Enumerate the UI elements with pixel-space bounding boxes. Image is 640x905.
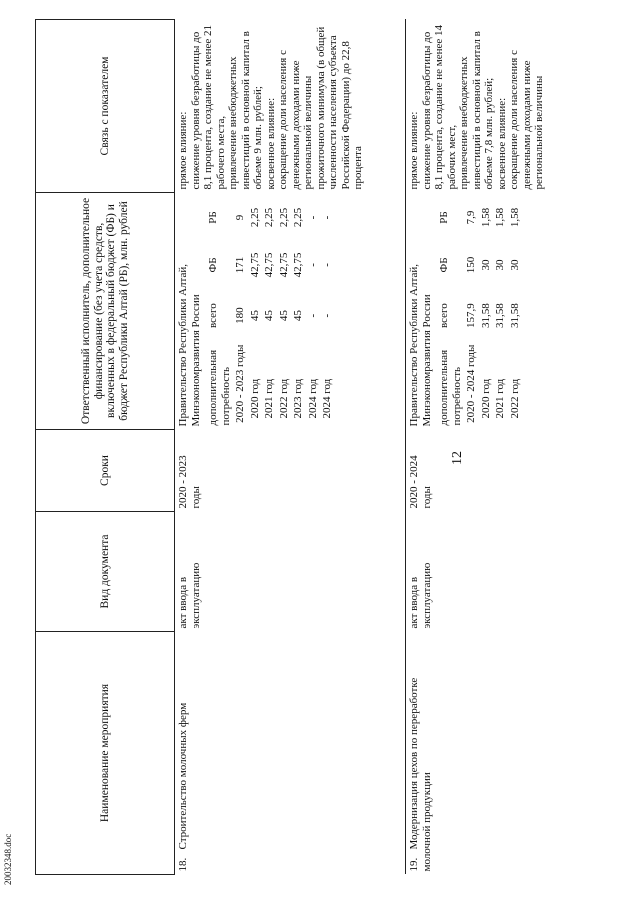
link-line: сокращение доли населения с денежными доходами ниже региональной величины прожиточного минимума (в общей численности населения субъекта Российской Федерации) до 22,8 процента	[277, 26, 364, 190]
fin-total: 45	[292, 310, 304, 322]
financing-row	[262, 196, 277, 427]
fin-total: 180	[234, 307, 246, 324]
table-header-row	[36, 20, 175, 875]
fin-total: -	[306, 313, 319, 318]
fin-rb: 2,25	[292, 207, 304, 228]
row-executor: Правительство Республики Алтай, Минэкономразвития России	[177, 264, 202, 427]
row-executor: Правительство Республики Алтай, Минэкономразвития России	[408, 264, 433, 427]
link-line: снижение уровня безработицы до 8,1 процента, создание не менее 21 рабочего места,	[189, 24, 227, 190]
financing-header	[206, 196, 233, 427]
fin-period: 2020 - 2023 годы	[234, 344, 246, 423]
link-line: косвенное влияние:	[264, 97, 277, 190]
financing-row	[306, 196, 321, 427]
header-link: Связь с показателем	[36, 20, 175, 193]
fin-header-rb: РБ	[438, 211, 450, 224]
fin-period: 2022 год	[277, 378, 290, 419]
row-name: Модернизация цехов по переработке молочной продукции	[408, 677, 433, 872]
financing-row	[479, 196, 494, 427]
header-terms: Сроки	[36, 430, 175, 512]
fin-header-total: всего	[207, 303, 219, 329]
fin-fb: 150	[465, 256, 477, 274]
fin-rb: 2,25	[263, 207, 275, 228]
fin-fb: 30	[494, 259, 506, 271]
row-number: 18.	[177, 857, 189, 872]
header-doc-type: Вид документа	[36, 512, 175, 632]
fin-total: 31,58	[479, 303, 492, 328]
financing-table	[206, 196, 335, 427]
fin-fb: 42,75	[292, 252, 304, 278]
fin-fb: 42,75	[248, 252, 261, 278]
link-line: сокращение доли населения с денежными доходами ниже региональной величины	[508, 50, 545, 190]
link-line: косвенное влияние:	[495, 97, 508, 190]
fin-fb: 42,75	[263, 252, 275, 278]
financing-row	[320, 196, 335, 427]
fin-header-fb: ФБ	[438, 257, 450, 273]
table-row	[406, 20, 639, 875]
fin-header-need: дополнительная потребность	[438, 349, 463, 426]
fin-total: 45	[263, 310, 275, 322]
financing-row	[493, 196, 508, 427]
fin-period: 2020 - 2024 годы	[465, 344, 477, 423]
row-name: Строительство молочных ферм	[177, 702, 189, 850]
link-line: привлечение внебюджетных инвестиций в основной капитал в объеме 7,8 млн. рублей;	[458, 31, 495, 190]
fin-header-fb: ФБ	[207, 257, 219, 273]
fin-total: 31,58	[494, 303, 506, 328]
link-line: привлечение внебюджетных инвестиций в основной капитал в объеме 9 млн. рублей;	[227, 31, 264, 190]
fin-period: 2020 год	[248, 378, 261, 419]
table-row	[175, 20, 406, 875]
row-doc-type: акт ввода в эксплуатацию	[406, 512, 639, 632]
row-terms: 2020 - 2024 годы	[406, 430, 639, 512]
fin-header-need: дополнительная потребность	[207, 349, 232, 426]
fin-rb: 9	[234, 214, 246, 221]
financing-row	[233, 196, 248, 427]
fin-rb: 1,58	[508, 207, 521, 228]
fin-rb: 7,9	[465, 210, 477, 225]
fin-period: 2021 год	[263, 378, 275, 419]
financing-row	[291, 196, 306, 427]
fin-period: 2022 год	[508, 378, 521, 419]
fin-header-rb: РБ	[207, 211, 219, 224]
fin-rb: 2,25	[277, 207, 290, 228]
fin-fb: 30	[479, 259, 492, 271]
fin-total: -	[321, 313, 333, 318]
financing-row	[277, 196, 292, 427]
fin-rb: -	[306, 215, 319, 220]
row-executor-cell	[175, 193, 406, 430]
fin-total: 157,9	[465, 303, 477, 328]
fin-total: 45	[277, 310, 290, 322]
fin-total: 31,58	[508, 303, 521, 328]
header-name: Наименование мероприятия	[36, 632, 175, 875]
financing-row	[464, 196, 479, 427]
fin-rb: -	[321, 215, 333, 220]
row-doc-type: акт ввода в эксплуатацию	[177, 562, 202, 629]
fin-period: 2024 год	[306, 378, 319, 419]
row-link-cell	[406, 20, 639, 193]
financing-header	[437, 196, 464, 427]
link-line: прямое влияние:	[408, 111, 420, 190]
fin-period: 2021 год	[494, 378, 506, 419]
financing-table	[437, 196, 522, 427]
financing-row	[248, 196, 263, 427]
page-number: 12	[450, 451, 465, 465]
fin-rb: 1,58	[479, 207, 492, 228]
link-line: снижение уровня безработицы до 8,1 процента, создание не менее 14 рабочих мест,	[420, 24, 458, 190]
fin-period: 2024 год	[321, 378, 333, 419]
fin-period: 2023 год	[292, 378, 304, 419]
row-number: 19.	[408, 857, 420, 872]
fin-rb: 1,58	[494, 207, 506, 228]
fin-fb: -	[321, 263, 333, 267]
fin-fb: 42,75	[277, 252, 290, 278]
row-terms: 2020 - 2023 годы	[177, 455, 202, 509]
fin-rb: 2,25	[248, 207, 261, 228]
measures-table	[35, 19, 638, 875]
link-line: прямое влияние:	[177, 111, 189, 190]
row-name-cell	[175, 632, 406, 875]
fin-fb: -	[306, 263, 319, 267]
header-executor: Ответственный исполнитель, дополнительное финансирование (без учета средств, включенных в федеральный бюджет (ФБ) и бюджет Республики Алтай (РБ), млн. рублей	[36, 193, 175, 430]
fin-fb: 30	[508, 259, 521, 271]
fin-period: 2020 год	[479, 378, 492, 419]
document-id: 20032348.doc	[3, 833, 13, 885]
fin-fb: 171	[234, 256, 246, 274]
fin-header-total: всего	[438, 303, 450, 329]
financing-row	[508, 196, 523, 427]
row-link-cell	[175, 20, 406, 193]
row-executor-cell	[406, 193, 639, 430]
fin-total: 45	[248, 310, 261, 322]
row-name-cell	[406, 632, 639, 875]
